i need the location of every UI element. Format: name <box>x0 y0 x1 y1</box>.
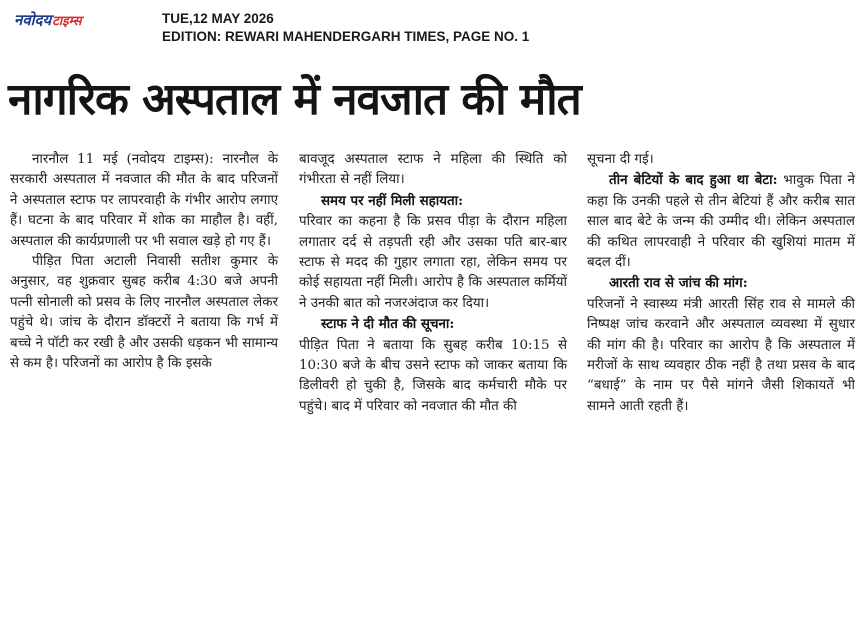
edition-info: EDITION: REWARI MAHENDERGARH TIMES, PAGE NO. 1 <box>162 29 530 44</box>
subheading <box>299 191 567 212</box>
subheading-text: स्टाफ ने दी मौत की सूचना: <box>321 316 455 333</box>
logo-times-text: टाइम्स <box>52 14 82 29</box>
edition-meta <box>162 10 529 46</box>
paragraph-text: भावुक पिता ने कहा कि उनकी पहले से तीन बेटियां हैं और करीब सात साल बाद बेटे के जन्म की उम्मीद थी। लेकिन अस्पताल की कथित लापरवाही ने परिवार की खुशियां मातम में बदल दीं। <box>587 173 855 271</box>
subheading <box>299 314 567 335</box>
paragraph: पीड़ित पिता ने बताया कि सुबह करीब 10:15 से 10:30 बजे के बीच उसने स्टाफ को जाकर बताया कि डिलीवरी हो चुकी है, जिसके बाद कर्मचारी मौके पर पहुंचे। बाद में परिवार को नवजात की मौत की <box>299 337 567 414</box>
article-headline: नागरिक अस्पताल में नवजात की मौत <box>8 74 581 125</box>
article-column-1 <box>10 150 278 374</box>
subheading <box>587 273 855 294</box>
paragraph: परिजनों ने स्वास्थ्य मंत्री आरती सिंह राव से मामले की निष्पक्ष जांच करवाने और अस्पताल व्यवस्था में सुधार की मांग की है। परिवार का आरोप है कि अस्पताल में मरीजों के साथ व्यवहार ठीक नहीं है तथा प्रसव के बाद “बधाई” के नाम पर पैसे मांगने जैसी शिकायतें भी सामने आती रहती हैं। <box>587 296 855 414</box>
subheading-text: तीन बेटियों के बाद हुआ था बेटा: <box>609 172 778 189</box>
paragraph: सूचना दी गई। <box>587 152 654 167</box>
article-column-2 <box>299 150 567 417</box>
paragraph: पीड़ित पिता अटाली निवासी सतीश कुमार के अनुसार, वह शुक्रवार सुबह करीब 4:30 बजे अपनी पत्नी सोनाली को प्रसव के लिए नारनौल अस्पताल लेकर पहुंचे थे। जांच के दौरान डॉक्टरों ने बताया कि गर्भ में बच्चे ने पॉटी कर रखी है और उसकी धड़कन भी सामान्य से कम है। परिजनों का आरोप है कि इसके <box>10 254 278 372</box>
paragraph: परिवार का कहना है कि प्रसव पीड़ा के दौरान महिला लगातार दर्द से तड़पती रही और उसका पति बार-बार स्टाफ से मदद की गुहार लगाता रहा, लेकिन समय पर कोई सहायता नहीं मिली। आरोप है कि अस्पताल कर्मियों ने उनकी बात को नजरअंदाज कर दिया। <box>299 214 567 311</box>
paragraph-with-subheading <box>587 170 855 273</box>
issue-date: TUE,12 MAY 2026 <box>162 11 274 26</box>
subheading-text: समय पर नहीं मिली सहायता: <box>321 192 464 209</box>
masthead <box>0 0 865 56</box>
article-column-3 <box>587 150 855 417</box>
subheading-text: आरती राव से जांच की मांग: <box>609 275 748 292</box>
logo-hindi-text: नवोदय <box>14 11 52 29</box>
paragraph: नारनौल 11 मई (नवोदय टाइम्स): नारनौल के सरकारी अस्पताल में नवजात की मौत के बाद परिजनों ने अस्पताल स्टाफ पर लापरवाही के गंभीर आरोप लगाए हैं। घटना के बाद परिवार में शोक का माहौल है। वहीं, अस्पताल की कार्यप्रणाली पर भी सवाल खड़े हो गए हैं। <box>10 152 278 249</box>
paragraph: बावजूद अस्पताल स्टाफ ने महिला की स्थिति को गंभीरता से नहीं लिया। <box>299 152 567 188</box>
newspaper-logo <box>14 10 82 30</box>
